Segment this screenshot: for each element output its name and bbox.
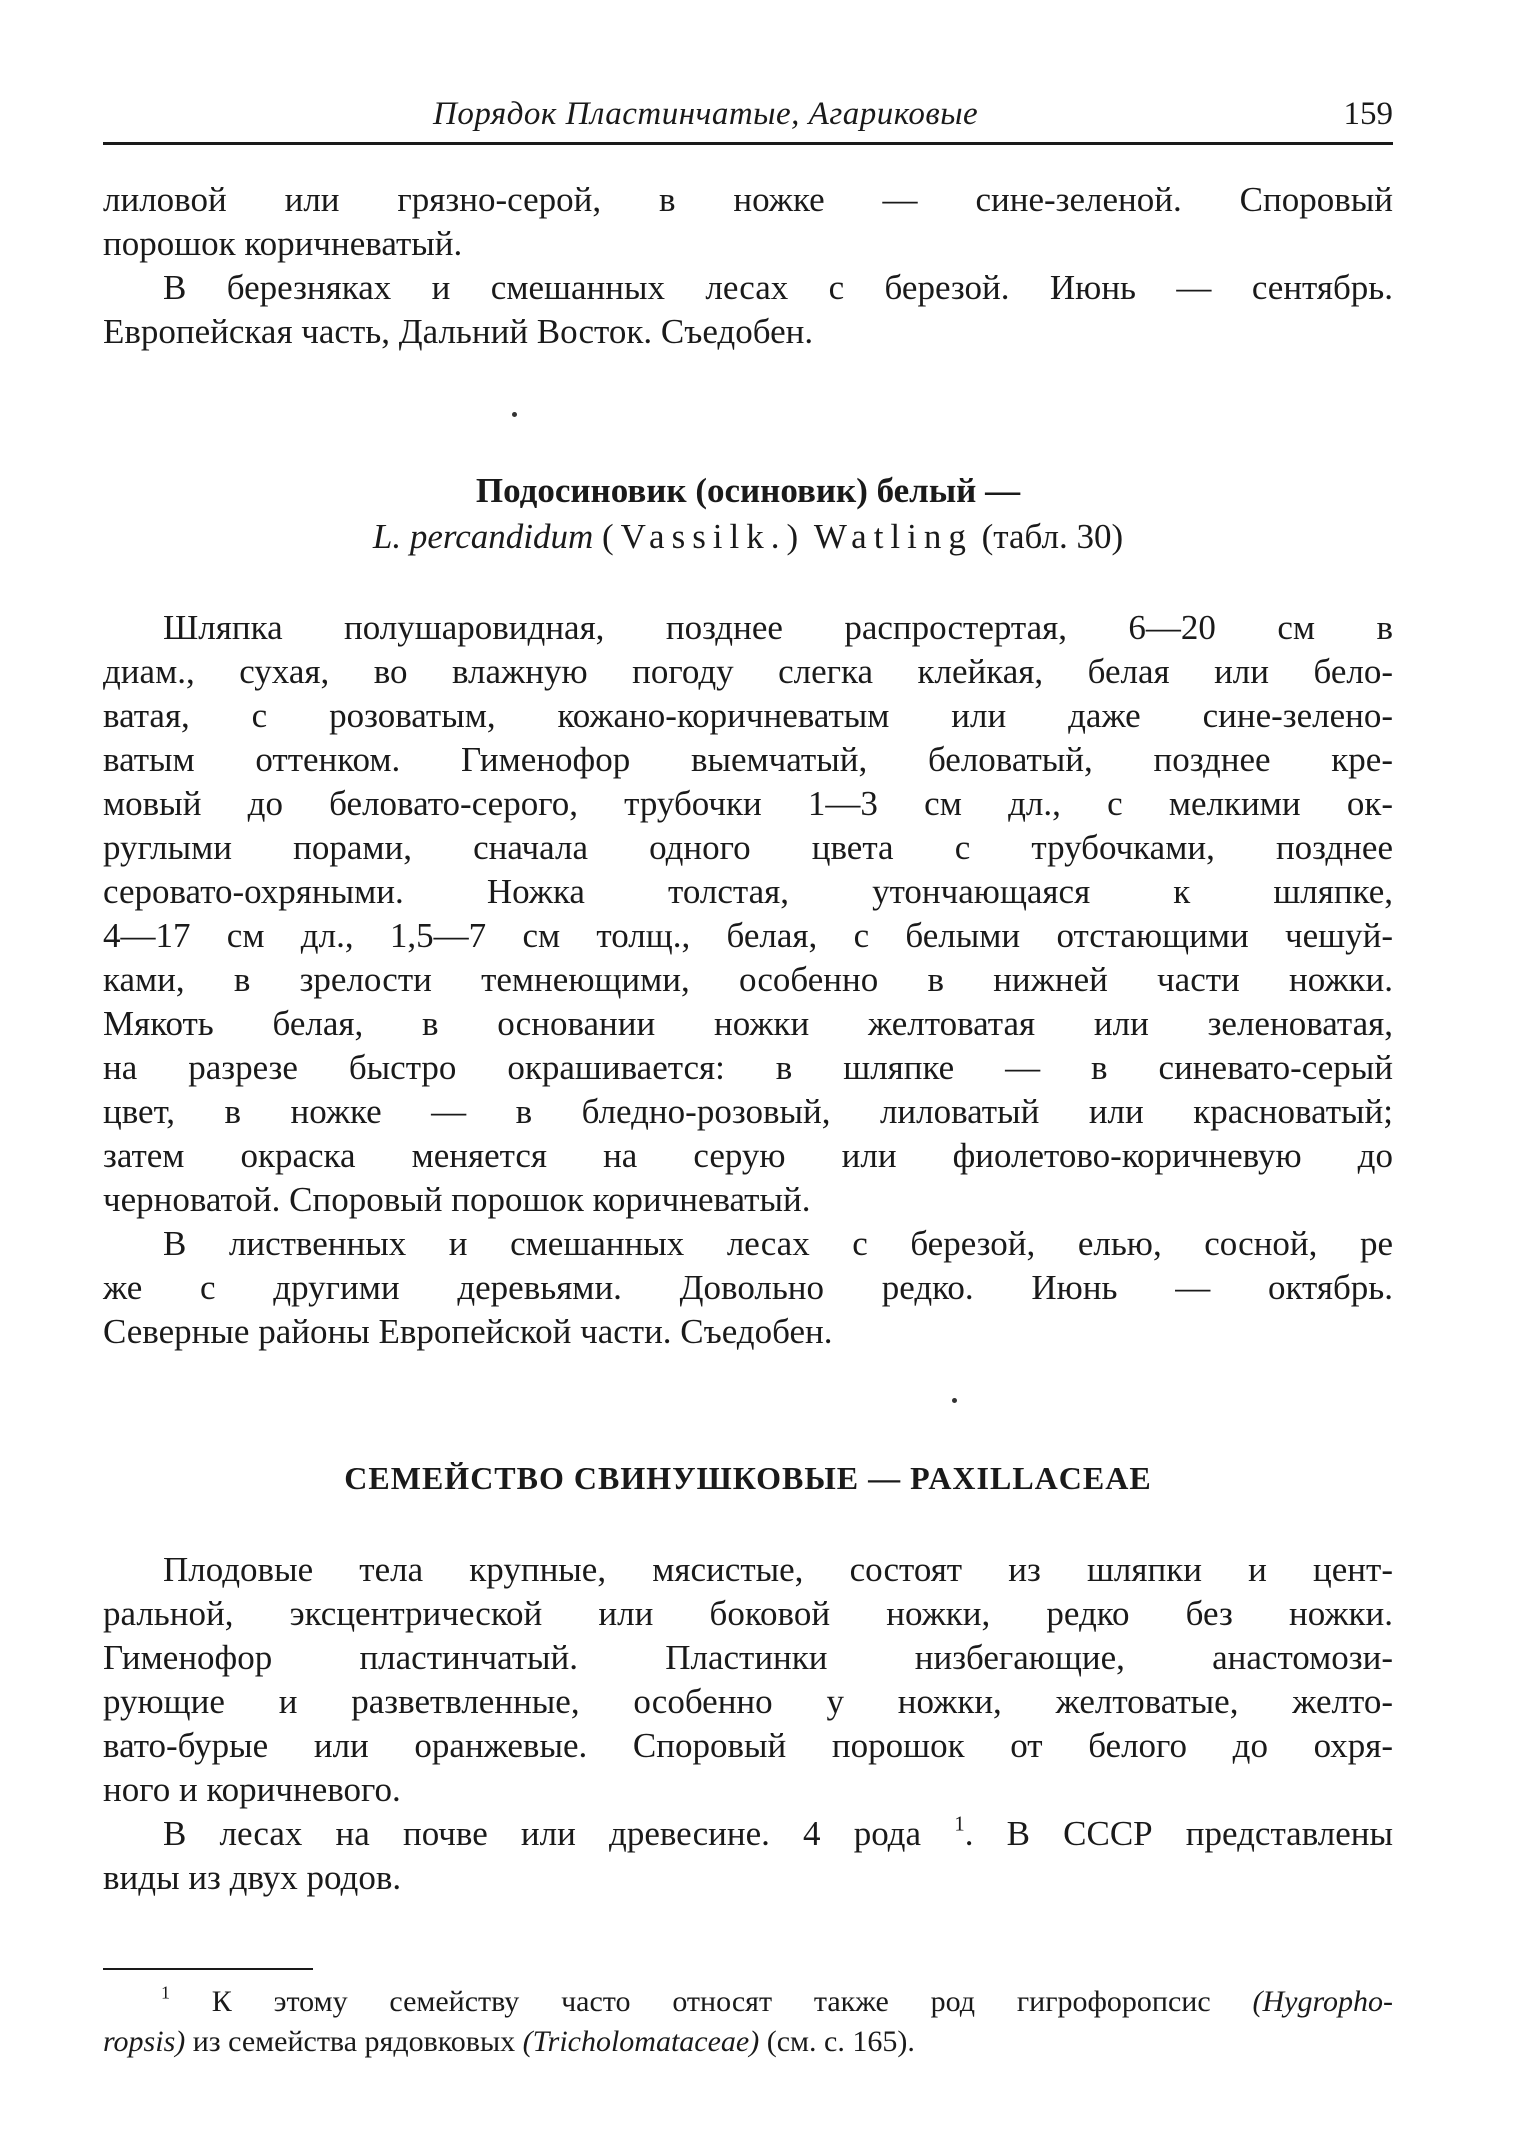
text-line: ками, в зрелости темнеющими, особенно в нижней части ножки. <box>103 960 1393 999</box>
print-speck <box>512 412 517 417</box>
text-line: Северные районы Европейской части. Съедобен. <box>103 1312 833 1351</box>
text-line <box>103 1812 1393 1856</box>
author-1: (Vassilk.) <box>601 517 806 556</box>
family-heading: СЕМЕЙСТВО СВИНУШКОВЫЕ — PAXILLACEAE <box>344 1460 1152 1496</box>
text-line: Мякоть белая, в основании ножки желтоватая или зеленоватая, <box>103 1004 1393 1043</box>
text-segment: ropsis) <box>103 2025 186 2058</box>
text-segment: из семейства рядовковых <box>192 2025 516 2058</box>
text-line: руглыми порами, сначала одного цвета с трубочками, позднее <box>103 828 1393 867</box>
text-line: на разрезе быстро окрашивается: в шляпке — в синевато-серый <box>103 1048 1393 1087</box>
text-line: рующие и разветвленные, особенно у ножки, желтоватые, желто- <box>103 1682 1393 1721</box>
footnote-rule <box>103 1968 313 1970</box>
intro-paragraph <box>103 178 1393 354</box>
text-segment: К этому семейству часто относят также род гигрофоропсис <box>211 1985 1211 2018</box>
species-latin-line <box>103 514 1393 560</box>
text-line: ватая, с розоватым, кожано-коричневатым или даже сине-зелено- <box>103 696 1393 735</box>
text-line: В березняках и смешанных лесах с березой. Июнь — сентябрь. <box>163 268 1393 307</box>
text-line: Плодовые тела крупные, мясистые, состоят из шляпки и цент- <box>163 1550 1393 1589</box>
text-line: Шляпка полушаровидная, позднее распростертая, 6—20 см в <box>163 608 1393 647</box>
footnote <box>103 1982 1393 2062</box>
text-segment: . В СССР представлены <box>964 1814 1394 1853</box>
species-description <box>103 606 1393 1354</box>
text-segment: В лесах на почве или древесине. 4 рода <box>163 1814 922 1853</box>
species-title: Подосиновик (осиновик) белый — <box>475 471 1021 510</box>
text-line: 4—17 см дл., 1,5—7 см толщ., белая, с белыми отстающими чешуй- <box>103 916 1393 955</box>
text-line: лиловой или грязно-серой, в ножке — сине-зеленой. Споровый <box>103 180 1393 219</box>
text-line: В лиственных и смешанных лесах с березой, елью, сосной, ре <box>163 1224 1393 1263</box>
text-line: черноватой. Споровый порошок коричневатый. <box>103 1180 811 1219</box>
text-line: вато-бурые или оранжевые. Споровый порошок от белого до охря- <box>103 1726 1393 1765</box>
text-line: затем окраска меняется на серую или фиолетово-коричневую до <box>103 1136 1393 1175</box>
latin-name: L. percandidum <box>372 517 594 556</box>
text-line: ральной, эксцентрической или боковой ножки, редко без ножки. <box>103 1594 1393 1633</box>
text-line: серовато-охряными. Ножка толстая, утончающаяся к шляпке, <box>103 872 1393 911</box>
text-line: цвет, в ножке — в бледно-розовый, лиловатый или красноватый; <box>103 1092 1393 1131</box>
family-description <box>103 1548 1393 1900</box>
running-head <box>103 96 1393 145</box>
text-line: Гименофор пластинчатый. Пластинки низбегающие, анастомози- <box>103 1638 1393 1677</box>
running-head-title: Порядок Пластинчатые, Агариковые <box>433 96 979 132</box>
footnote-mark: 1 <box>161 1982 170 2003</box>
text-line: же с другими деревьями. Довольно редко. Июнь — октябрь. <box>103 1268 1393 1307</box>
text-segment: (см. с. 165). <box>766 2025 915 2058</box>
author-2: Watling <box>813 517 973 556</box>
text-line: мовый до беловато-серого, трубочки 1—3 см дл., с мелкими ок- <box>103 784 1393 823</box>
footnote-ref[interactable]: 1 <box>954 1811 965 1836</box>
text-segment: (Hygropho- <box>1252 1985 1394 2018</box>
print-speck <box>952 1398 957 1403</box>
text-line: диам., сухая, во влажную погоду слегка клейкая, белая или бело- <box>103 652 1393 691</box>
page-number: 159 <box>1343 96 1393 132</box>
plate-reference: (табл. 30) <box>981 517 1124 556</box>
text-line: виды из двух родов. <box>103 1858 402 1897</box>
species-heading <box>103 468 1393 560</box>
footnote-line <box>103 2022 1393 2062</box>
footnote-line <box>103 1982 1393 2022</box>
text-line: Европейская часть, Дальний Восток. Съедобен. <box>103 312 814 351</box>
text-line: порошок коричневатый. <box>103 224 463 263</box>
text-line: ватым оттенком. Гименофор выемчатый, беловатый, позднее кре- <box>103 740 1393 779</box>
text-line: ного и коричневого. <box>103 1770 401 1809</box>
text-segment: (Tricholomataceae) <box>522 2025 760 2058</box>
